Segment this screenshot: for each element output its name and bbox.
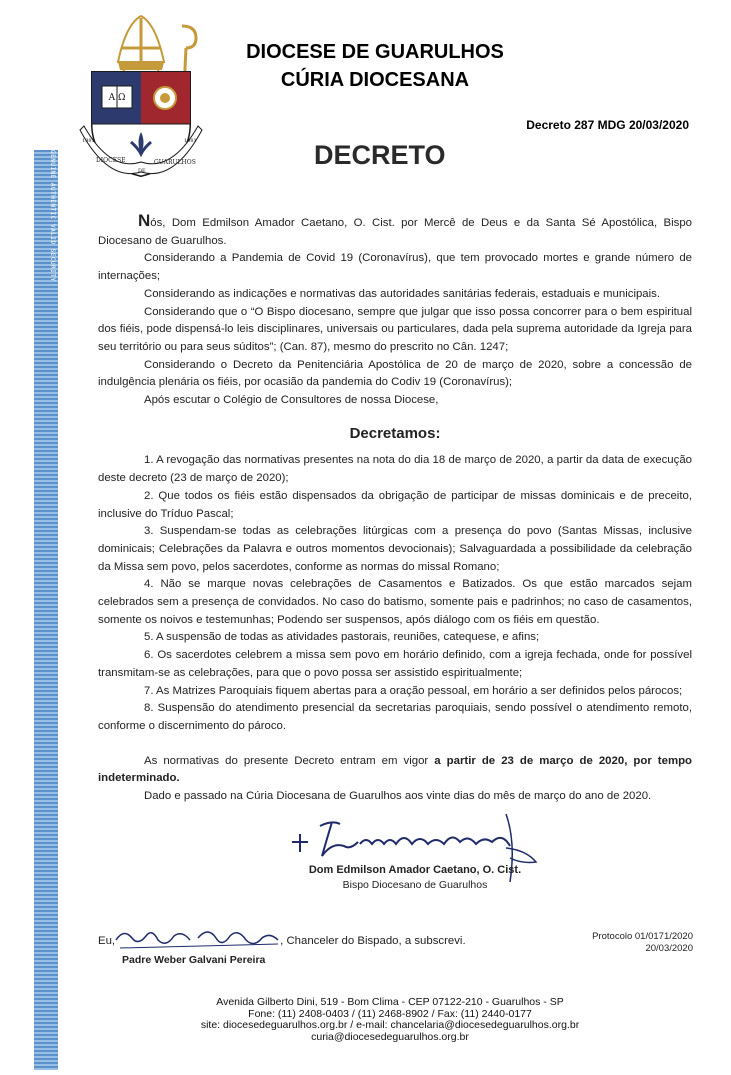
chancellor-suffix: , Chanceler do Bispado, a subscrevi. [280,935,466,947]
decree-item-5: 5. A suspensão de todas as atividades pastorais, reuniões, catequese, e afins; [144,631,540,644]
crest-year-left: 1981 [82,138,95,144]
decretamos-heading: Decretamos: [349,424,441,442]
bishop-name: Dom Edmilson Amador Caetano, O. Cist. [308,864,522,876]
decree-reference: Decreto 287 MDG 20/03/2020 [526,118,689,132]
footer-contact [110,997,670,1043]
decree-item-7: 7. As Matrizes Paroquiais fiquem abertas para a oração pessoal, em horário a ser definidos pelos párocos; [144,684,683,697]
crest-book-text: A Ω [108,93,126,103]
effect-text: As normativas do presente Decreto entram em vigor [144,754,435,767]
given-paragraph: Dado e passado na Cúria Diocesana de Guarulhos aos vinte dias do mês de março do ano de 2020. [144,790,652,803]
page-title: DECRETO [314,140,446,170]
intro-paragraph-3: Considerando as indicações e normativas das autoridades sanitárias federais, estaduais e municipais. [144,287,661,300]
intro-paragraph-4: Considerando que o “O Bispo diocesano, sempre que julgar que isso possa concorrer para o bem espiritual dos fiéis, pode dispensá-lo leis disciplinares, universais ou particulares, dada pela suprema autoridade da Igreja para seu território ou para seus súditos”; (Can. 87), mesmo do prescrito no Cân. 1247; [98,305,692,353]
effect-bold-text: a partir de 23 de março de 2020, por tempo indeterminado. [98,754,692,785]
intro-paragraph-6: Após escutar o Colégio de Consultores de nossa Diocese, [144,394,439,407]
decree-item-1: 1. A revogação das normativas presentes na nota do dia 18 de março de 2020, a partir da data de execução deste decreto (23 de março de 2020); [98,454,692,485]
letterhead-line-2: CÚRIA DIOCESANA [280,69,470,91]
diocese-coat-of-arms [78,12,204,184]
letterhead-line-1: DIOCESE DE GUARULHOS [246,41,504,63]
footer-email-2: curia@diocesedeguarulhos.org.br [311,1030,469,1043]
security-strip-text: GENUINE AUTHENTIC VALID SECURITY [49,150,56,282]
intro-paragraph-1 [98,212,692,250]
footer-phones: Fone: (11) 2408-0403 / (11) 2468-8902 / Fax: (11) 2440-0177 [248,1007,532,1020]
footer-address: Avenida Gilberto Dini, 519 - Bom Clima - CEP 07122-210 - Guarulhos - SP [216,996,564,1008]
decree-body [98,212,692,806]
decree-item-3: 3. Suspendam-se todas as celebrações litúrgicas com a presença do povo (Santas Missas, inclusive dominicais; Celebrações da Palavra e outros momentos devocionais); Salvaguardada a possibilidade da celebração da Missa sem povo, pelos sacerdotes, conforme as normas do missal Romano; [98,525,692,573]
crest-year-right: 1981 [184,138,197,144]
intro-paragraph-2: Considerando a Pandemia de Covid 19 (Coronavírus), que tem provocado mortes e grande número de internações; [98,252,692,283]
intro-paragraph-5: Considerando o Decreto da Penitenciária Apostólica de 20 de março de 2020, sobre a concessão de indulgência plenária os fiéis, por ocasião da pandemia do Codiv 19 (Coronavírus); [98,358,692,389]
effect-paragraph [98,753,692,788]
letterhead-title [205,38,545,94]
protocol-date: 20/03/2020 [645,943,693,954]
protocol-number: Protocolo 01/0171/2020 [592,931,693,942]
chancellor-prefix: Eu, [98,935,116,947]
chancellor-name: Padre Weber Galvani Pereira [122,954,266,966]
protocol-block [592,931,693,955]
drop-letter: N [138,211,151,230]
crest-ribbon-right: GUARULHOS [154,159,196,166]
security-strip [34,150,58,1070]
footer-site-email: site: diocesedeguarulhos.org.br / e-mail: chancelaria@diocesedeguarulhos.org.br [200,1019,580,1031]
chancellor-line [98,935,466,947]
decree-item-6: 6. Os sacerdotes celebrem a missa sem povo em horário definido, com a igreja fechada, onde for possível transmitam-se as celebrações, para que o povo possa ser assistido espiritualmente; [98,649,692,679]
intro-paragraph-1-text: ós, Dom Edmilson Amador Caetano, O. Cist. por Mercê de Deus e da Santa Sé Apostólica, Bispo Diocesano de Guarulhos. [98,217,692,247]
bishop-signature-block [270,812,560,922]
crest-ribbon-left: DIOCESE [96,157,126,164]
decree-item-4: 4. Não se marque novas celebrações de Casamentos e Batizados. Os que estão marcados sejam celebrados sem a presença de convidados. No caso do batismo, somente pais e padrinhos; no caso de casamentos, somente os noivos e testemunhas; Podendo ser suspensos, após diálogo com os fiéis em questão. [98,578,692,626]
bishop-role: Bispo Diocesano de Guarulhos [342,879,488,891]
decree-item-8: 8. Suspensão do atendimento presencial da secretarias paroquiais, sendo possível o atendimento remoto, conforme o discernimento do pároco. [98,702,692,732]
decree-item-2: 2. Que todos os fiéis estão dispensados da obrigação de participar de missas dominicais e de preceito, inclusive do Tríduo Pascal; [98,489,692,520]
crest-ribbon-mid: DE [138,168,146,174]
